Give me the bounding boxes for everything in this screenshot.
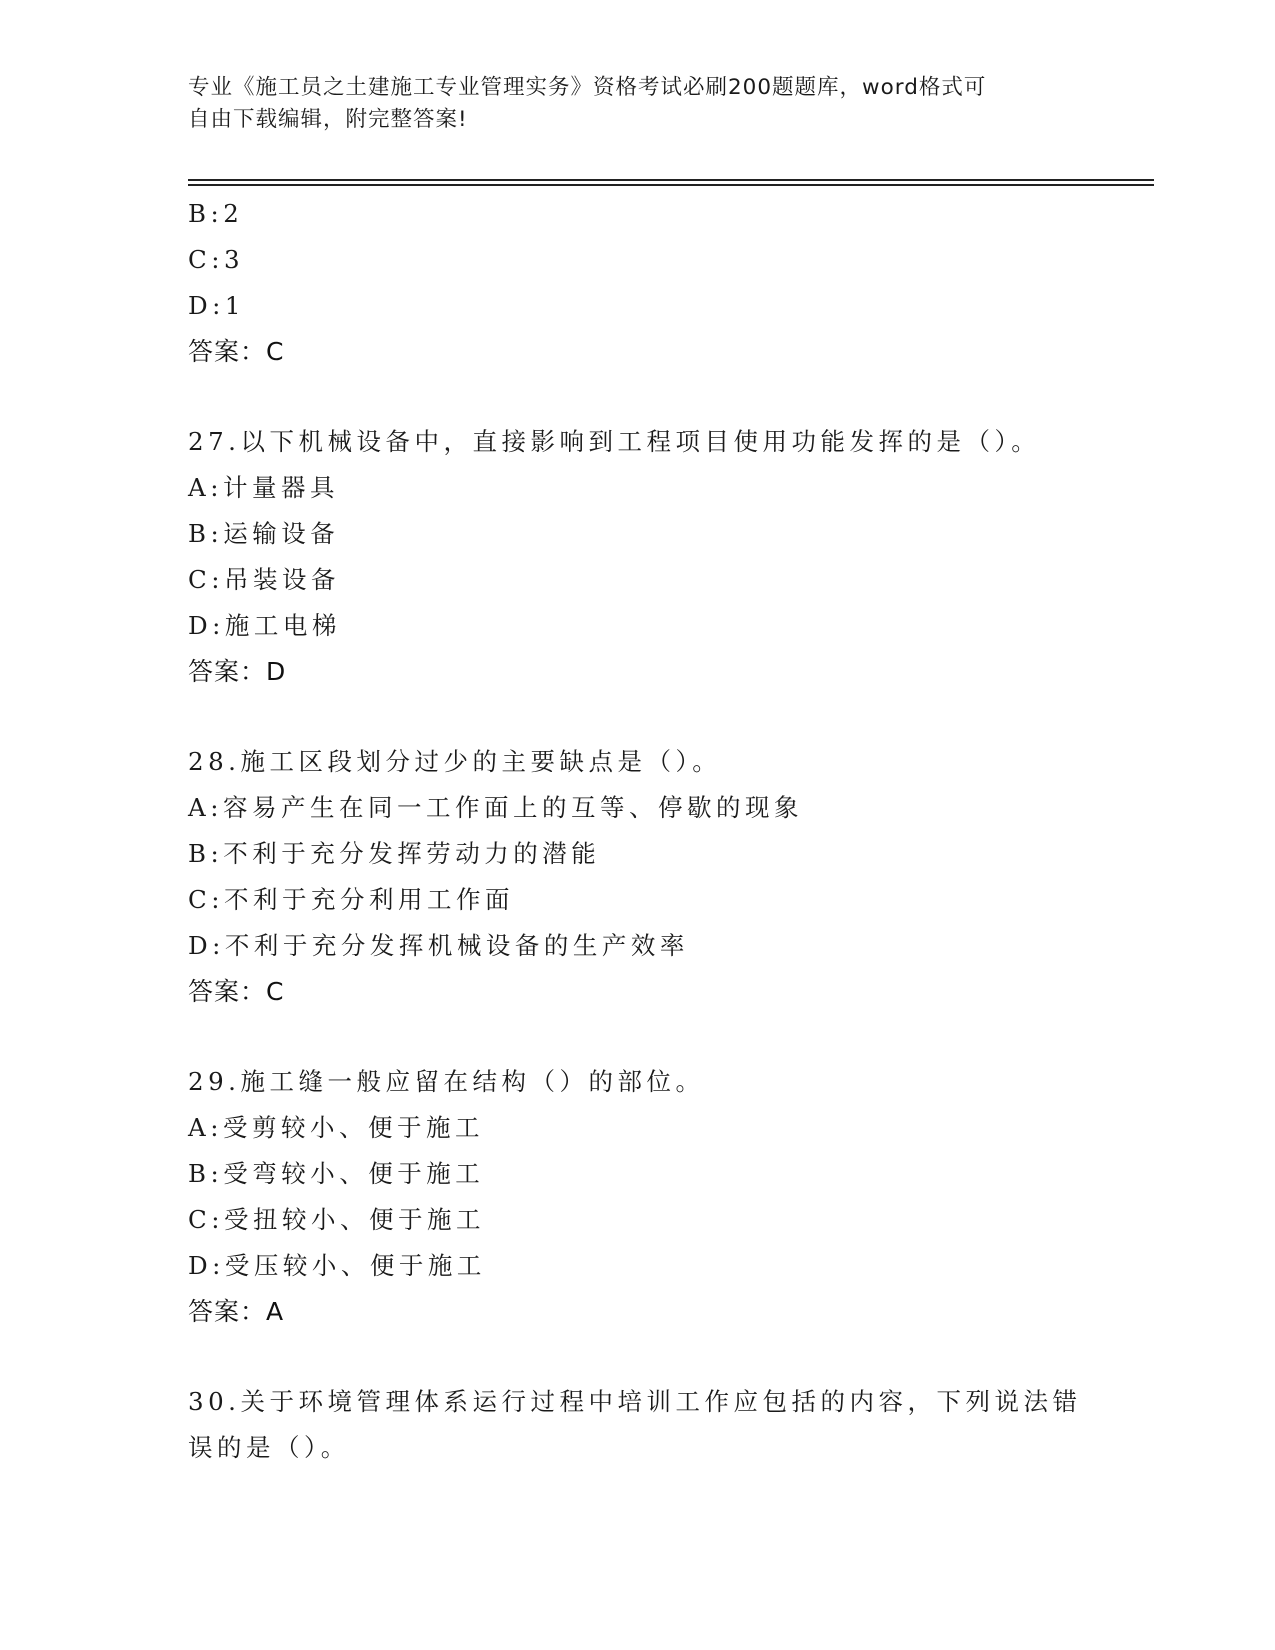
question-stem-line-2: 误的是（）。 <box>188 1433 350 1462</box>
option-c <box>188 877 1118 923</box>
option-text: 受扭较小、便于施工 <box>224 1205 486 1234</box>
document-header <box>188 72 1088 136</box>
answer-line <box>188 1289 1118 1335</box>
spacer <box>188 375 1118 419</box>
answer-value: D <box>266 657 287 686</box>
question-28 <box>188 739 1118 1015</box>
question-26-tail <box>188 191 1118 375</box>
option-text: 1 <box>224 291 245 320</box>
option-label: A: <box>188 793 223 822</box>
question-29 <box>188 1059 1118 1335</box>
option-c <box>188 557 1118 603</box>
answer-line <box>188 969 1118 1015</box>
question-stem: 27.以下机械设备中，直接影响到工程项目使用功能发挥的是（）。 <box>188 427 1041 456</box>
option-d <box>188 283 1118 329</box>
answer-prefix: 答案： <box>188 657 267 686</box>
option-b <box>188 831 1118 877</box>
option-label: B: <box>188 199 224 228</box>
option-b <box>188 511 1118 557</box>
question-stem-line-1: 30.关于环境管理体系运行过程中培训工作应包括的内容，下列说法错 <box>188 1387 1082 1416</box>
option-d <box>188 923 1118 969</box>
option-label: C: <box>188 1205 225 1234</box>
option-a <box>188 785 1118 831</box>
question-stem: 28.施工区段划分过少的主要缺点是（）。 <box>188 747 722 776</box>
option-text: 施工电梯 <box>224 611 341 640</box>
answer-value: C <box>266 337 285 366</box>
header-divider-bottom <box>188 184 1154 186</box>
answer-value: A <box>266 1297 285 1326</box>
option-text: 计量器具 <box>222 473 339 502</box>
option-c <box>188 1197 1118 1243</box>
option-text: 不利于充分利用工作面 <box>224 885 515 914</box>
option-text: 容易产生在同一工作面上的互等、停歇的现象 <box>222 793 803 822</box>
answer-prefix: 答案： <box>188 337 267 366</box>
option-text: 不利于充分发挥机械设备的生产效率 <box>224 931 689 960</box>
option-label: A: <box>188 1113 223 1142</box>
answer-value: C <box>266 977 285 1006</box>
option-label: D: <box>188 611 225 640</box>
spacer <box>188 1015 1118 1059</box>
option-text: 3 <box>224 245 245 274</box>
question-27 <box>188 419 1118 695</box>
option-label: C: <box>188 245 225 274</box>
option-d <box>188 603 1118 649</box>
question-list <box>188 191 1118 1471</box>
option-text: 受剪较小、便于施工 <box>222 1113 484 1142</box>
spacer <box>188 695 1118 739</box>
option-b <box>188 1151 1118 1197</box>
option-a <box>188 465 1118 511</box>
option-text: 受压较小、便于施工 <box>224 1251 486 1280</box>
header-title-line-1: 专业《施工员之土建施工专业管理实务》资格考试必刷200题题库，word格式可 <box>188 75 987 100</box>
question-stem: 29.施工缝一般应留在结构（）的部位。 <box>188 1067 705 1096</box>
option-text: 运输设备 <box>223 519 340 548</box>
header-divider-top <box>188 179 1154 181</box>
option-label: D: <box>188 1251 225 1280</box>
option-b <box>188 191 1118 237</box>
answer-line <box>188 649 1118 695</box>
spacer <box>188 1335 1118 1379</box>
option-c <box>188 237 1118 283</box>
option-text: 受弯较小、便于施工 <box>223 1159 485 1188</box>
option-label: B: <box>188 1159 224 1188</box>
option-label: B: <box>188 839 224 868</box>
option-label: B: <box>188 519 224 548</box>
header-title-line-2: 自由下载编辑，附完整答案! <box>188 107 468 132</box>
option-label: D: <box>188 931 225 960</box>
option-text: 2 <box>223 199 244 228</box>
answer-prefix: 答案： <box>188 1297 267 1326</box>
option-label: C: <box>188 565 225 594</box>
option-label: A: <box>188 473 223 502</box>
option-text: 吊装设备 <box>224 565 341 594</box>
question-30 <box>188 1379 1118 1471</box>
option-label: D: <box>188 291 225 320</box>
option-d <box>188 1243 1118 1289</box>
answer-prefix: 答案： <box>188 977 267 1006</box>
option-label: C: <box>188 885 225 914</box>
option-a <box>188 1105 1118 1151</box>
answer-line <box>188 329 1118 375</box>
option-text: 不利于充分发挥劳动力的潜能 <box>223 839 601 868</box>
